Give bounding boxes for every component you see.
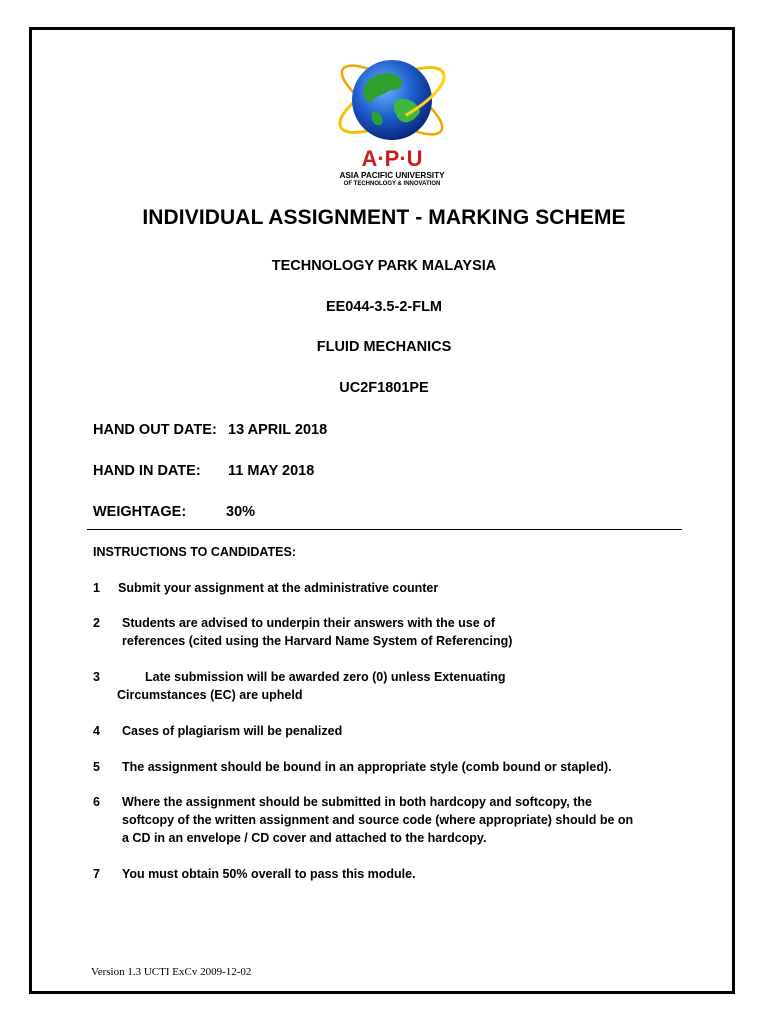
hand-in-label: HAND IN DATE: bbox=[93, 463, 201, 479]
module-name: FLUID MECHANICS bbox=[316, 339, 452, 355]
instruction-number: 2 bbox=[93, 616, 100, 630]
divider bbox=[87, 529, 682, 530]
instruction-text: references (cited using the Harvard Name System of Referencing) bbox=[122, 634, 513, 648]
hand-in-value: 11 MAY 2018 bbox=[228, 463, 315, 479]
instruction-text: You must obtain 50% overall to pass this module. bbox=[122, 867, 416, 881]
module-code: EE044-3.5-2-FLM bbox=[325, 299, 443, 315]
weightage-value: 30% bbox=[226, 504, 256, 520]
weightage bbox=[93, 504, 256, 520]
logo-name-line2: OF TECHNOLOGY & INNOVATION bbox=[343, 181, 441, 187]
instruction-text: Where the assignment should be submitted in both hardcopy and softcopy, the bbox=[122, 795, 592, 809]
instruction-number: 1 bbox=[93, 581, 100, 595]
instruction-number: 3 bbox=[93, 670, 100, 684]
instruction-number: 7 bbox=[93, 867, 100, 881]
instruction-text: softcopy of the written assignment and source code (where appropriate) should be on bbox=[122, 813, 634, 827]
instruction-text: Circumstances (EC) are upheld bbox=[117, 688, 303, 702]
instruction-number: 6 bbox=[93, 795, 100, 809]
logo-name-line1: ASIA PACIFIC UNIVERSITY bbox=[339, 171, 445, 180]
instruction-text: Submit your assignment at the administrative counter bbox=[118, 581, 439, 595]
hand-out-value: 13 APRIL 2018 bbox=[228, 422, 328, 438]
instruction-text: a CD in an envelope / CD cover and attached to the hardcopy. bbox=[122, 831, 487, 845]
hand-out-date bbox=[93, 422, 328, 438]
instruction-text: The assignment should be bound in an appropriate style (comb bound or stapled). bbox=[122, 760, 612, 774]
hand-in-date bbox=[93, 463, 315, 479]
document-title: INDIVIDUAL ASSIGNMENT - MARKING SCHEME bbox=[142, 206, 626, 229]
instructions-title: INSTRUCTIONS TO CANDIDATES: bbox=[93, 545, 297, 559]
weightage-label: WEIGHTAGE: bbox=[93, 504, 187, 520]
instruction-text: Cases of plagiarism will be penalized bbox=[122, 724, 343, 738]
instruction-number: 5 bbox=[93, 760, 100, 774]
version-footer: Version 1.3 UCTI ExCv 2009-12-02 bbox=[91, 966, 252, 978]
location: TECHNOLOGY PARK MALAYSIA bbox=[271, 258, 497, 274]
logo-initials: A·P·U bbox=[361, 146, 423, 171]
instruction-text: Students are advised to underpin their answers with the use of bbox=[122, 616, 495, 630]
instruction-text: Late submission will be awarded zero (0) unless Extenuating bbox=[145, 670, 506, 684]
instruction-number: 4 bbox=[93, 724, 100, 738]
hand-out-label: HAND OUT DATE: bbox=[93, 422, 217, 438]
intake-code: UC2F1801PE bbox=[339, 380, 429, 396]
apu-logo bbox=[314, 44, 470, 188]
